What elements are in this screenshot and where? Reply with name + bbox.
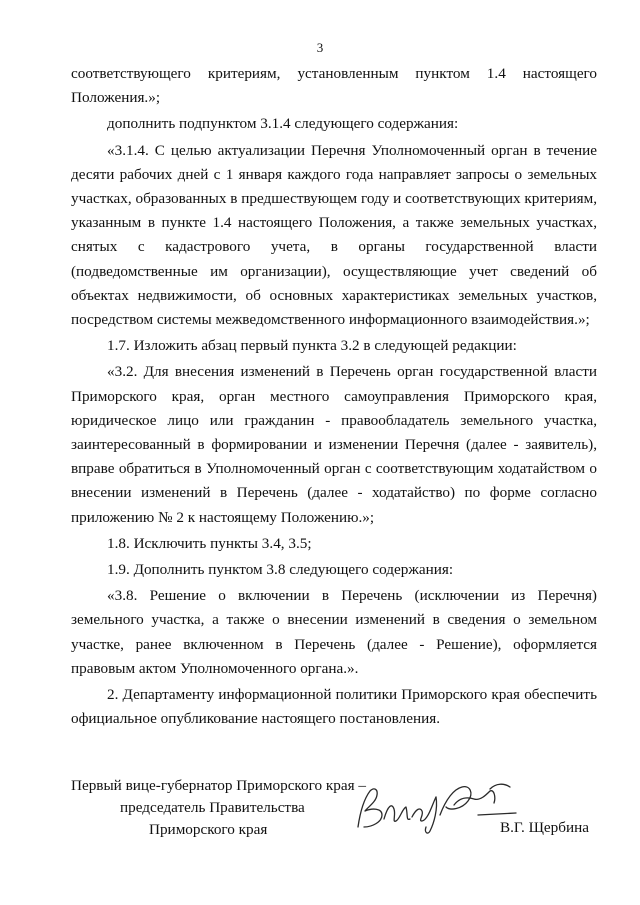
signatory-title-line-2: председатель Правительства	[120, 799, 305, 816]
paragraph-1-9: 1.9. Дополнить пунктом 3.8 следующего содержания:	[107, 561, 454, 579]
signatory-name: В.Г. Щербина	[500, 819, 589, 836]
paragraph-1-8: 1.8. Исключить пункты 3.4, 3.5;	[107, 534, 312, 552]
document-body	[71, 62, 597, 731]
paragraph-3-8: «3.8. Решение о включении в Перечень (исключении из Перечня) земельного участка, а также о внесении изменений в сведения о земельном участке, ранее включенном в Перечень (далее - Решение), оформляется правовым актом Уполномоченного органа.».	[71, 587, 597, 677]
signatory-title-line-1: Первый вице-губернатор Приморского края –	[71, 777, 366, 794]
signatory-title-line-3: Приморского края	[149, 821, 268, 838]
handwritten-signature	[350, 775, 520, 837]
paragraph-3-2: «3.2. Для внесения изменений в Перечень орган государственной власти Приморского края, орган местного самоуправления Приморского края, юридическое лицо или гражданин - правообладатель земельного участка, заинтересованный в формировании и изменении Перечня (далее - заявитель), вправе обратиться в Уполномоченный орган с соответствующим ходатайством о внесении изменений в Перечень (далее - ходатайство) по форме согласно приложению № 2 к настоящему Положению.»;	[71, 363, 597, 526]
paragraph-amend-3-1-4: дополнить подпунктом 3.1.4 следующего содержания:	[107, 115, 459, 133]
paragraph-2: 2. Департаменту информационной политики Приморского края обеспечить официальное опубликование настоящего постановления.	[71, 686, 597, 728]
paragraph-continuation: соответствующего критериям, установленным пунктом 1.4 настоящего Положения.»;	[71, 65, 597, 107]
page-number: 3	[316, 40, 324, 55]
paragraph-1-7: 1.7. Изложить абзац первый пункта 3.2 в следующей редакции:	[107, 337, 517, 355]
paragraph-3-1-4: «3.1.4. С целью актуализации Перечня Уполномоченный орган в течение десяти рабочих дней с 1 января каждого года направляет запросы о земельных участках, образованных в предшествующем году и соответствующих критериям, указанным в пункте 1.4 настоящего Положения, а также земельных участках, снятых с кадастрового учета, в органы государственной власти (подведомственные им организации), осуществляющие учет сведений об объектах недвижимости, об основных характеристиках земельных участков, посредством системы межведомственного информационного взаимодействия.»;	[71, 141, 597, 329]
signature-block	[0, 775, 640, 845]
